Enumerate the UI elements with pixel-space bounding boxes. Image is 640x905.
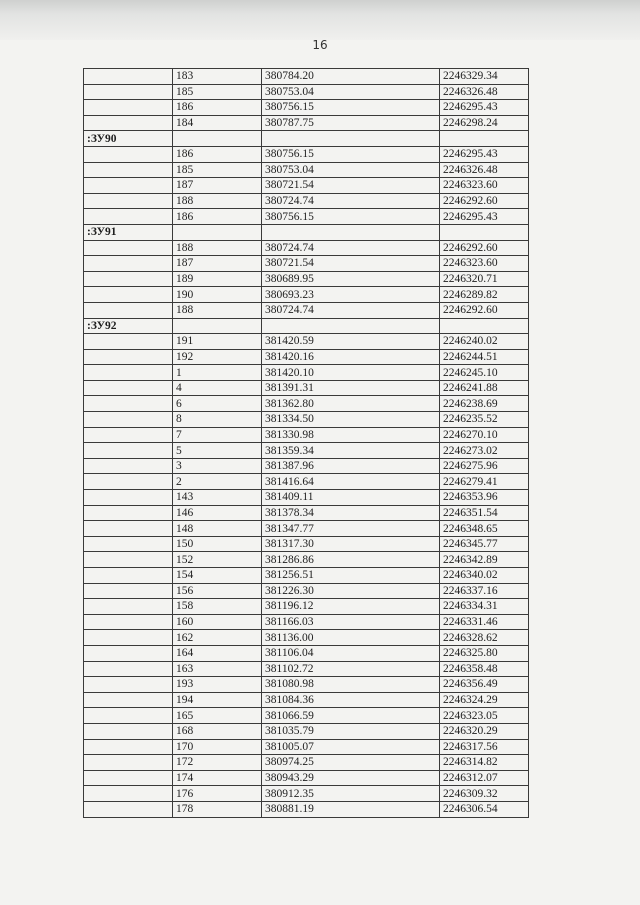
y-coordinate-cell: 2246351.54 <box>440 505 529 521</box>
table-row <box>84 256 529 272</box>
x-coordinate-cell: 381420.16 <box>262 349 440 365</box>
x-coordinate-cell: 381136.00 <box>262 630 440 646</box>
table-row <box>84 614 529 630</box>
point-number-cell: 164 <box>173 645 262 661</box>
y-coordinate-cell <box>440 224 529 240</box>
table-row <box>84 536 529 552</box>
y-coordinate-cell: 2246326.48 <box>440 84 529 100</box>
point-number-cell: 187 <box>173 256 262 272</box>
point-number-cell: 150 <box>173 536 262 552</box>
y-coordinate-cell: 2246353.96 <box>440 490 529 506</box>
table-row <box>84 302 529 318</box>
y-coordinate-cell: 2246320.71 <box>440 271 529 287</box>
section-label-cell <box>84 474 173 490</box>
point-number-cell: 160 <box>173 614 262 630</box>
x-coordinate-cell: 380724.74 <box>262 302 440 318</box>
point-number-cell: 194 <box>173 692 262 708</box>
x-coordinate-cell: 381106.04 <box>262 645 440 661</box>
table-row <box>84 193 529 209</box>
table-row <box>84 334 529 350</box>
y-coordinate-cell <box>440 131 529 147</box>
y-coordinate-cell: 2246295.43 <box>440 209 529 225</box>
table-row <box>84 801 529 817</box>
table-row <box>84 271 529 287</box>
y-coordinate-cell: 2246235.52 <box>440 412 529 428</box>
point-number-cell: 185 <box>173 84 262 100</box>
x-coordinate-cell: 380724.74 <box>262 240 440 256</box>
x-coordinate-cell: 381226.30 <box>262 583 440 599</box>
table-row <box>84 521 529 537</box>
y-coordinate-cell: 2246340.02 <box>440 568 529 584</box>
section-label-cell <box>84 240 173 256</box>
y-coordinate-cell: 2246289.82 <box>440 287 529 303</box>
x-coordinate-cell: 381005.07 <box>262 739 440 755</box>
section-label-cell <box>84 209 173 225</box>
point-number-cell: 186 <box>173 209 262 225</box>
y-coordinate-cell: 2246323.60 <box>440 256 529 272</box>
section-header-row <box>84 224 529 240</box>
section-label-cell <box>84 287 173 303</box>
point-number-cell: 184 <box>173 115 262 131</box>
y-coordinate-cell: 2246314.82 <box>440 755 529 771</box>
section-label-cell <box>84 302 173 318</box>
table-row <box>84 380 529 396</box>
y-coordinate-cell: 2246329.34 <box>440 69 529 85</box>
y-coordinate-cell: 2246279.41 <box>440 474 529 490</box>
y-coordinate-cell: 2246342.89 <box>440 552 529 568</box>
table-row <box>84 568 529 584</box>
y-coordinate-cell: 2246323.05 <box>440 708 529 724</box>
section-label-cell <box>84 630 173 646</box>
y-coordinate-cell: 2246356.49 <box>440 677 529 693</box>
page-number: 16 <box>312 38 328 52</box>
table-row <box>84 162 529 178</box>
x-coordinate-cell: 380881.19 <box>262 801 440 817</box>
x-coordinate-cell: 380943.29 <box>262 770 440 786</box>
table-row <box>84 786 529 802</box>
x-coordinate-cell: 381391.31 <box>262 380 440 396</box>
y-coordinate-cell: 2246337.16 <box>440 583 529 599</box>
y-coordinate-cell <box>440 318 529 334</box>
point-number-cell: 148 <box>173 521 262 537</box>
y-coordinate-cell: 2246334.31 <box>440 599 529 615</box>
section-label-cell: :ЗУ92 <box>84 318 173 334</box>
coordinates-table <box>83 68 529 818</box>
x-coordinate-cell: 381362.80 <box>262 396 440 412</box>
section-label-cell <box>84 162 173 178</box>
section-label-cell <box>84 84 173 100</box>
section-label-cell <box>84 69 173 85</box>
x-coordinate-cell: 381334.50 <box>262 412 440 428</box>
x-coordinate-cell: 380721.54 <box>262 256 440 272</box>
x-coordinate-cell: 381359.34 <box>262 443 440 459</box>
table-row <box>84 458 529 474</box>
y-coordinate-cell: 2246245.10 <box>440 365 529 381</box>
point-number-cell <box>173 318 262 334</box>
x-coordinate-cell: 381035.79 <box>262 723 440 739</box>
section-label-cell <box>84 443 173 459</box>
point-number-cell: 156 <box>173 583 262 599</box>
table-row <box>84 645 529 661</box>
table-row <box>84 287 529 303</box>
x-coordinate-cell: 380756.15 <box>262 100 440 116</box>
section-label-cell <box>84 115 173 131</box>
y-coordinate-cell: 2246325.80 <box>440 645 529 661</box>
x-coordinate-cell: 381166.03 <box>262 614 440 630</box>
point-number-cell: 162 <box>173 630 262 646</box>
x-coordinate-cell: 381080.98 <box>262 677 440 693</box>
table-row <box>84 100 529 116</box>
x-coordinate-cell: 380693.23 <box>262 287 440 303</box>
x-coordinate-cell: 381420.59 <box>262 334 440 350</box>
section-label-cell <box>84 146 173 162</box>
y-coordinate-cell: 2246317.56 <box>440 739 529 755</box>
y-coordinate-cell: 2246309.32 <box>440 786 529 802</box>
table-row <box>84 443 529 459</box>
table-row <box>84 723 529 739</box>
y-coordinate-cell: 2246275.96 <box>440 458 529 474</box>
x-coordinate-cell: 381409.11 <box>262 490 440 506</box>
point-number-cell: 185 <box>173 162 262 178</box>
point-number-cell: 165 <box>173 708 262 724</box>
table-row <box>84 677 529 693</box>
table-row <box>84 365 529 381</box>
point-number-cell: 168 <box>173 723 262 739</box>
table-row <box>84 661 529 677</box>
x-coordinate-cell <box>262 131 440 147</box>
x-coordinate-cell <box>262 318 440 334</box>
section-label-cell <box>84 334 173 350</box>
section-label-cell <box>84 801 173 817</box>
point-number-cell: 190 <box>173 287 262 303</box>
x-coordinate-cell: 381330.98 <box>262 427 440 443</box>
section-label-cell <box>84 178 173 194</box>
table-row <box>84 178 529 194</box>
point-number-cell: 152 <box>173 552 262 568</box>
section-label-cell <box>84 365 173 381</box>
x-coordinate-cell: 380912.35 <box>262 786 440 802</box>
point-number-cell: 170 <box>173 739 262 755</box>
section-label-cell <box>84 755 173 771</box>
x-coordinate-cell: 380724.74 <box>262 193 440 209</box>
section-label-cell: :ЗУ90 <box>84 131 173 147</box>
section-label-cell <box>84 645 173 661</box>
x-coordinate-cell: 380689.95 <box>262 271 440 287</box>
section-header-row <box>84 318 529 334</box>
table-row <box>84 552 529 568</box>
table-row <box>84 770 529 786</box>
point-number-cell: 7 <box>173 427 262 443</box>
x-coordinate-cell: 381066.59 <box>262 708 440 724</box>
table-row <box>84 427 529 443</box>
y-coordinate-cell: 2246298.24 <box>440 115 529 131</box>
y-coordinate-cell: 2246295.43 <box>440 100 529 116</box>
section-label-cell <box>84 614 173 630</box>
section-label-cell <box>84 505 173 521</box>
section-label-cell <box>84 490 173 506</box>
y-coordinate-cell: 2246273.02 <box>440 443 529 459</box>
x-coordinate-cell: 380787.75 <box>262 115 440 131</box>
point-number-cell: 183 <box>173 69 262 85</box>
table-row <box>84 755 529 771</box>
table-row <box>84 739 529 755</box>
section-label-cell <box>84 661 173 677</box>
x-coordinate-cell: 381347.77 <box>262 521 440 537</box>
table-row <box>84 209 529 225</box>
table-row <box>84 599 529 615</box>
x-coordinate-cell: 380753.04 <box>262 84 440 100</box>
y-coordinate-cell: 2246323.60 <box>440 178 529 194</box>
section-label-cell <box>84 599 173 615</box>
point-number-cell: 191 <box>173 334 262 350</box>
x-coordinate-cell: 381317.30 <box>262 536 440 552</box>
table-row <box>84 396 529 412</box>
x-coordinate-cell: 381102.72 <box>262 661 440 677</box>
x-coordinate-cell: 381416.64 <box>262 474 440 490</box>
table-row <box>84 146 529 162</box>
y-coordinate-cell: 2246358.48 <box>440 661 529 677</box>
table-row <box>84 84 529 100</box>
section-label-cell <box>84 583 173 599</box>
y-coordinate-cell: 2246331.46 <box>440 614 529 630</box>
y-coordinate-cell: 2246292.60 <box>440 193 529 209</box>
point-number-cell: 178 <box>173 801 262 817</box>
section-label-cell <box>84 427 173 443</box>
section-label-cell <box>84 552 173 568</box>
x-coordinate-cell: 380784.20 <box>262 69 440 85</box>
section-label-cell <box>84 271 173 287</box>
x-coordinate-cell: 381420.10 <box>262 365 440 381</box>
point-number-cell: 188 <box>173 193 262 209</box>
point-number-cell: 174 <box>173 770 262 786</box>
table-row <box>84 69 529 85</box>
point-number-cell: 154 <box>173 568 262 584</box>
x-coordinate-cell: 380721.54 <box>262 178 440 194</box>
table-row <box>84 630 529 646</box>
table-row <box>84 692 529 708</box>
y-coordinate-cell: 2246238.69 <box>440 396 529 412</box>
y-coordinate-cell: 2246292.60 <box>440 240 529 256</box>
x-coordinate-cell: 381256.51 <box>262 568 440 584</box>
section-label-cell <box>84 708 173 724</box>
point-number-cell: 188 <box>173 302 262 318</box>
y-coordinate-cell: 2246244.51 <box>440 349 529 365</box>
coordinates-table-body <box>84 69 529 818</box>
point-number-cell <box>173 131 262 147</box>
scan-top-shadow <box>0 0 640 40</box>
y-coordinate-cell: 2246328.62 <box>440 630 529 646</box>
section-label-cell <box>84 412 173 428</box>
point-number-cell: 143 <box>173 490 262 506</box>
point-number-cell: 4 <box>173 380 262 396</box>
section-label-cell <box>84 256 173 272</box>
y-coordinate-cell: 2246295.43 <box>440 146 529 162</box>
section-label-cell <box>84 723 173 739</box>
table-row <box>84 349 529 365</box>
y-coordinate-cell: 2246292.60 <box>440 302 529 318</box>
section-label-cell <box>84 193 173 209</box>
point-number-cell: 189 <box>173 271 262 287</box>
point-number-cell: 158 <box>173 599 262 615</box>
table-row <box>84 505 529 521</box>
y-coordinate-cell: 2246241.88 <box>440 380 529 396</box>
point-number-cell: 187 <box>173 178 262 194</box>
section-label-cell <box>84 521 173 537</box>
section-label-cell <box>84 770 173 786</box>
point-number-cell: 186 <box>173 146 262 162</box>
section-label-cell: :ЗУ91 <box>84 224 173 240</box>
point-number-cell: 146 <box>173 505 262 521</box>
table-row <box>84 474 529 490</box>
y-coordinate-cell: 2246320.29 <box>440 723 529 739</box>
point-number-cell: 3 <box>173 458 262 474</box>
point-number-cell <box>173 224 262 240</box>
x-coordinate-cell: 380756.15 <box>262 146 440 162</box>
section-label-cell <box>84 380 173 396</box>
y-coordinate-cell: 2246306.54 <box>440 801 529 817</box>
y-coordinate-cell: 2246240.02 <box>440 334 529 350</box>
y-coordinate-cell: 2246324.29 <box>440 692 529 708</box>
x-coordinate-cell <box>262 224 440 240</box>
section-label-cell <box>84 349 173 365</box>
y-coordinate-cell: 2246348.65 <box>440 521 529 537</box>
y-coordinate-cell: 2246345.77 <box>440 536 529 552</box>
section-label-cell <box>84 396 173 412</box>
point-number-cell: 192 <box>173 349 262 365</box>
y-coordinate-cell: 2246312.07 <box>440 770 529 786</box>
y-coordinate-cell: 2246326.48 <box>440 162 529 178</box>
table-row <box>84 412 529 428</box>
table-row <box>84 708 529 724</box>
x-coordinate-cell: 381286.86 <box>262 552 440 568</box>
section-label-cell <box>84 100 173 116</box>
point-number-cell: 193 <box>173 677 262 693</box>
table-row <box>84 490 529 506</box>
point-number-cell: 188 <box>173 240 262 256</box>
table-row <box>84 115 529 131</box>
section-label-cell <box>84 568 173 584</box>
x-coordinate-cell: 381387.96 <box>262 458 440 474</box>
section-label-cell <box>84 739 173 755</box>
section-label-cell <box>84 677 173 693</box>
point-number-cell: 5 <box>173 443 262 459</box>
x-coordinate-cell: 381378.34 <box>262 505 440 521</box>
x-coordinate-cell: 381196.12 <box>262 599 440 615</box>
point-number-cell: 1 <box>173 365 262 381</box>
x-coordinate-cell: 380756.15 <box>262 209 440 225</box>
point-number-cell: 8 <box>173 412 262 428</box>
section-header-row <box>84 131 529 147</box>
point-number-cell: 172 <box>173 755 262 771</box>
section-label-cell <box>84 536 173 552</box>
x-coordinate-cell: 380753.04 <box>262 162 440 178</box>
point-number-cell: 6 <box>173 396 262 412</box>
point-number-cell: 186 <box>173 100 262 116</box>
point-number-cell: 163 <box>173 661 262 677</box>
x-coordinate-cell: 380974.25 <box>262 755 440 771</box>
section-label-cell <box>84 458 173 474</box>
point-number-cell: 176 <box>173 786 262 802</box>
section-label-cell <box>84 692 173 708</box>
x-coordinate-cell: 381084.36 <box>262 692 440 708</box>
point-number-cell: 2 <box>173 474 262 490</box>
table-row <box>84 583 529 599</box>
table-row <box>84 240 529 256</box>
section-label-cell <box>84 786 173 802</box>
y-coordinate-cell: 2246270.10 <box>440 427 529 443</box>
